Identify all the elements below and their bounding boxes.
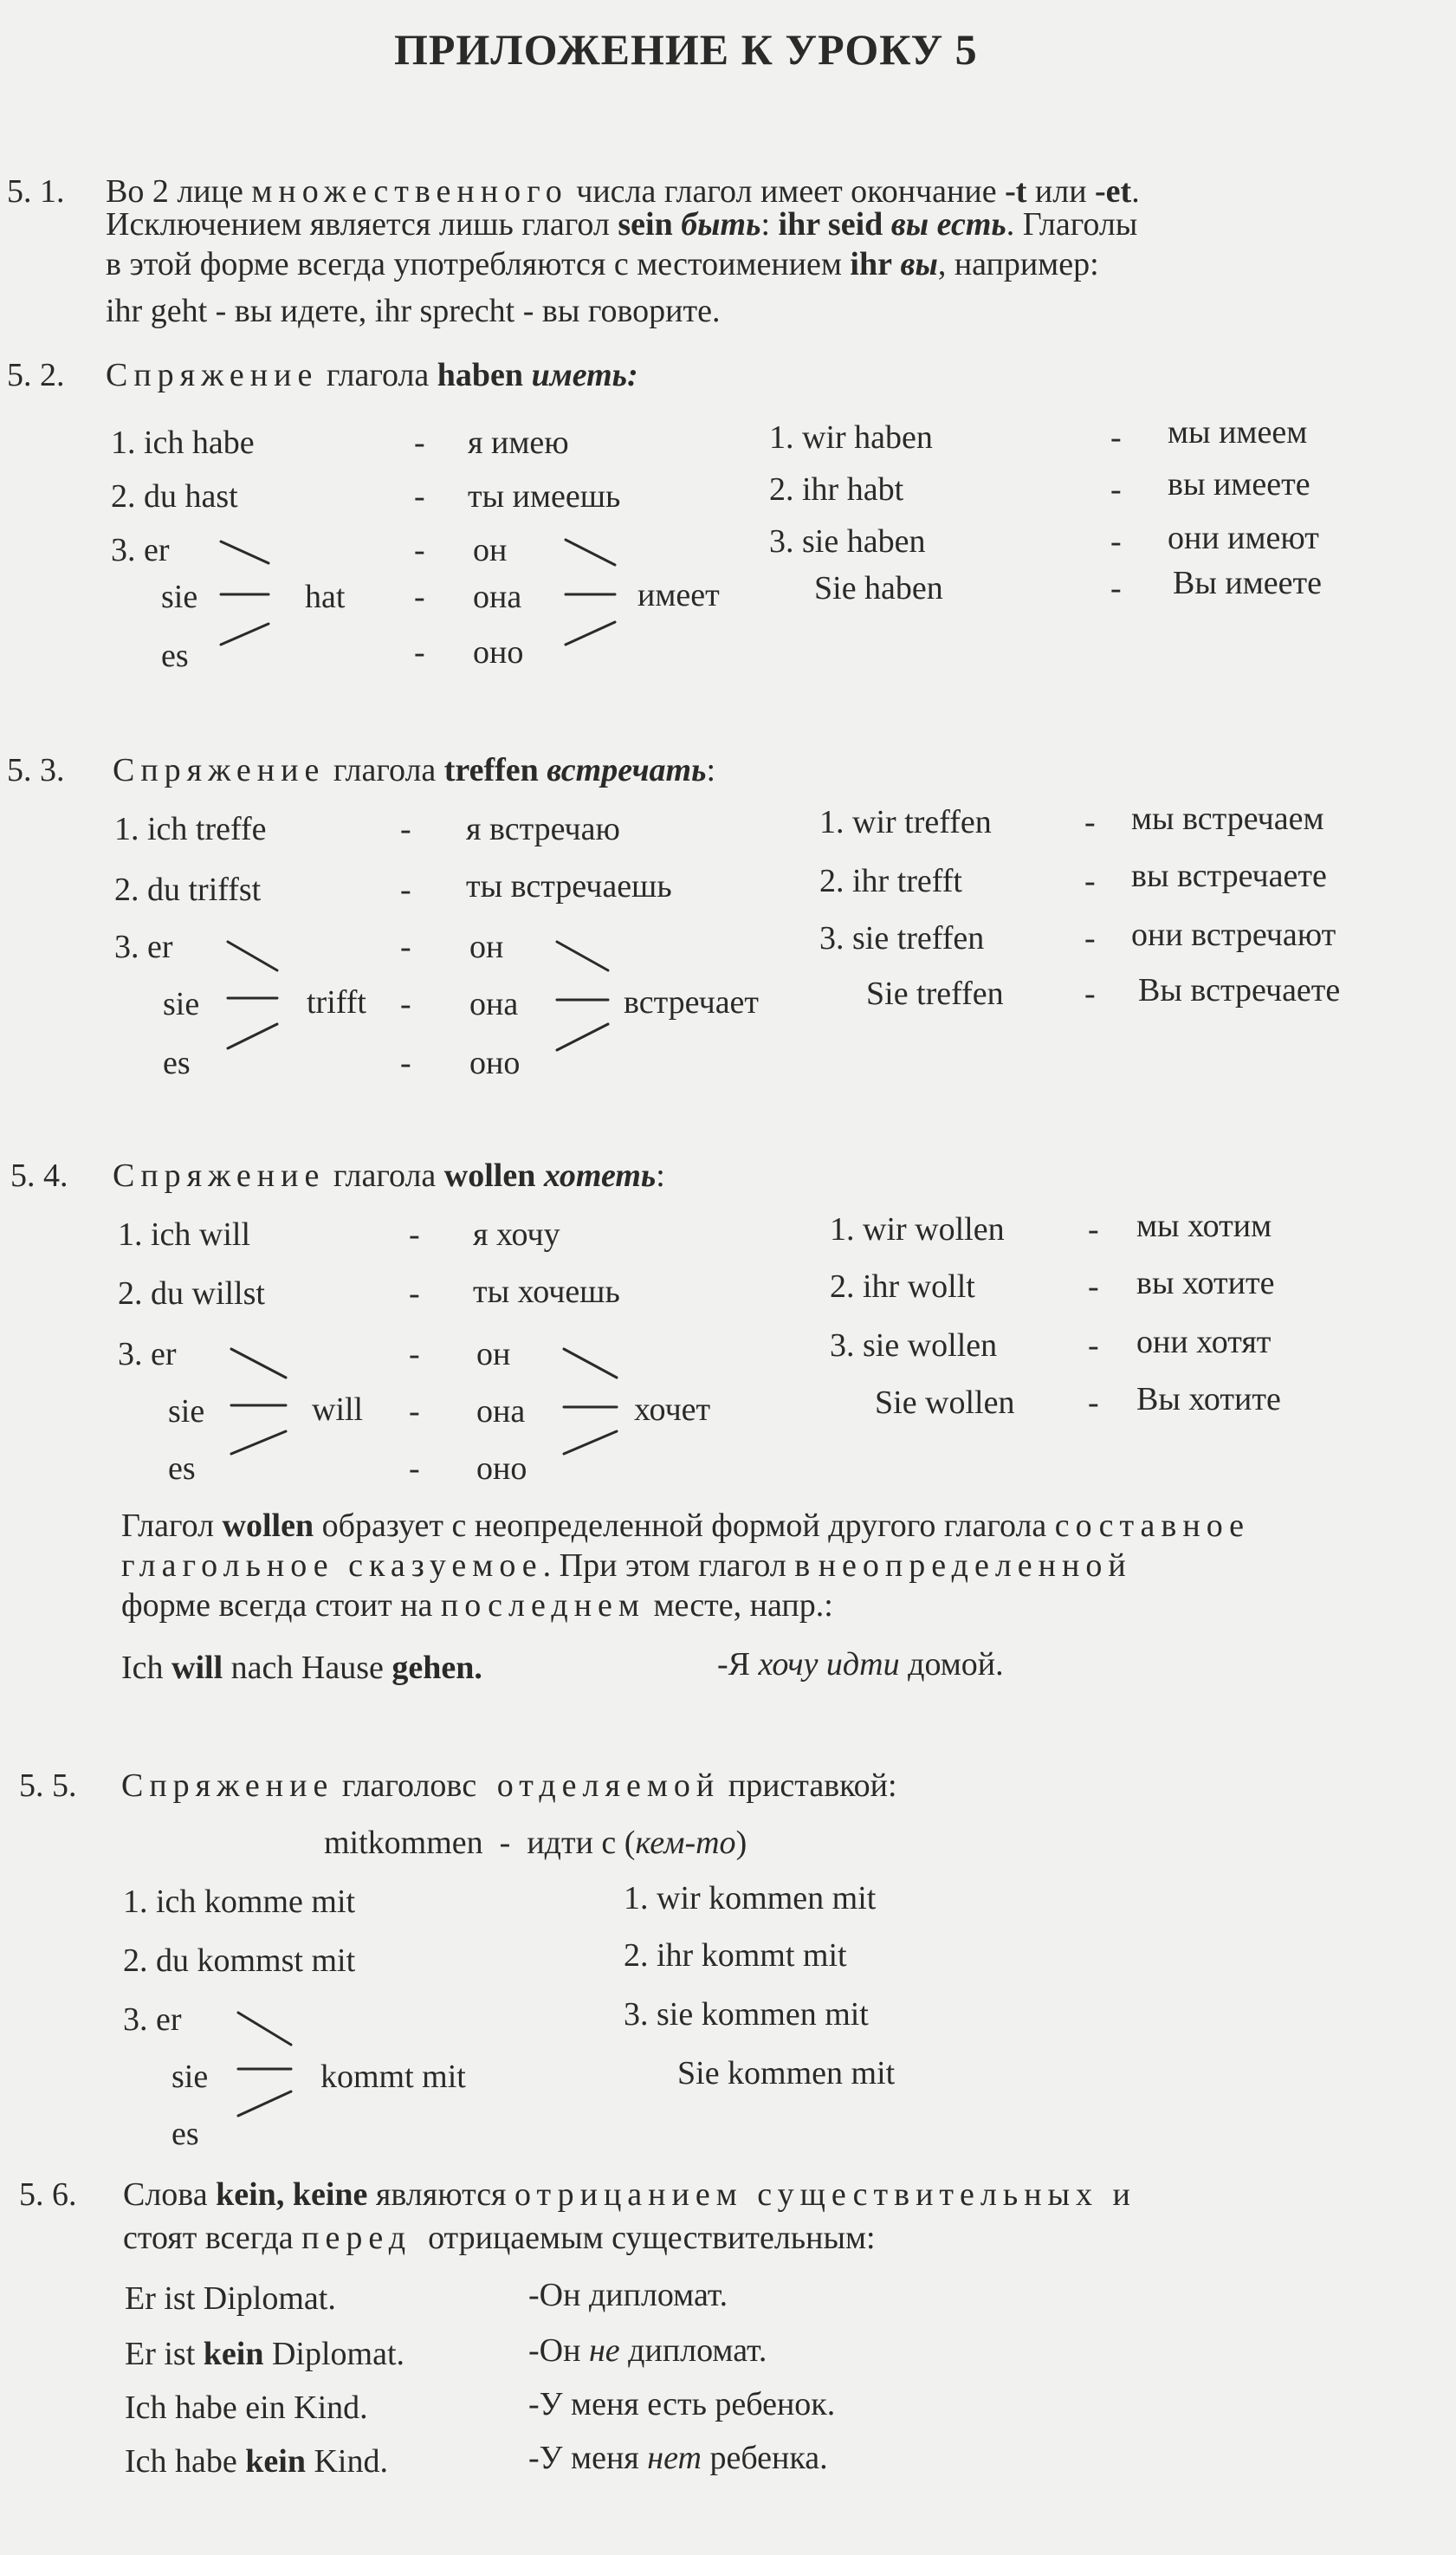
s4-dash-on: -: [409, 1336, 420, 1372]
section-5-4-heading: Спряжение глагола wollen хотеть:: [113, 1158, 665, 1194]
s3-p4-dash: -: [1084, 976, 1096, 1012]
s4-note-line-1: Глагол wollen образует с неопределенной формой другого глагола составное: [121, 1508, 1251, 1544]
s3-left-bracket: [223, 937, 284, 1054]
s4-ona: она: [476, 1393, 526, 1430]
s3-row2-plural-ru: вы встречаете: [1131, 858, 1327, 894]
s2-row1-plural-de: 1. wir haben: [769, 419, 933, 456]
section-5-6-line-1: Слова kein, keine являются отрицанием существительных и: [123, 2176, 1136, 2213]
section-5-3-number: 5. 3.: [7, 752, 65, 788]
s4-row2-plural-de: 2. ihr wollt: [830, 1268, 975, 1305]
section-5-6-line-2: стоят всегда перед отрицаемым существительным:: [123, 2220, 876, 2256]
s5-sie: sie: [171, 2059, 209, 2095]
s6-example-1-de: Er ist Diplomat.: [125, 2280, 336, 2317]
section-5-2-heading: Спряжение глагола haben иметь:: [106, 357, 638, 393]
s2-dash-ona: -: [414, 579, 425, 615]
section-5-6-number: 5. 6.: [19, 2176, 77, 2213]
s3-row2-plural-dash: -: [1084, 863, 1096, 899]
s4-on: он: [476, 1336, 511, 1372]
s4-row1-dash: -: [409, 1216, 420, 1253]
s2-row1-plural-dash: -: [1110, 419, 1122, 456]
s3-es: es: [163, 1045, 191, 1081]
s3-p3-ru: они встречают: [1131, 917, 1336, 953]
s2-row2-plural-dash: -: [1110, 471, 1122, 508]
s4-row1-de: 1. ich will: [118, 1216, 251, 1253]
s2-ono: оно: [473, 634, 524, 671]
s3-row2-ru: ты встречаешь: [466, 868, 672, 905]
s2-dash-on: -: [414, 532, 425, 568]
section-5-1-line-2: Исключением является лишь глагол sein быть: ihr seid вы есть. Глаголы: [106, 206, 1138, 243]
section-5-5-heading: Спряжение глаголовс отделяемой приставкой:: [121, 1767, 897, 1804]
s3-row2-plural-de: 2. ihr trefft: [819, 863, 962, 899]
s4-note-line-2: глагольное сказуемое. При этом глагол в неопределенной: [121, 1547, 1132, 1584]
s6-example-2-ru: -Он не дипломат.: [528, 2332, 767, 2369]
s5-form: kommt mit: [320, 2059, 466, 2095]
s5-left-bracket: [234, 2008, 303, 2121]
s4-row1-plural-dash: -: [1088, 1211, 1099, 1248]
s4-row2-plural-dash: -: [1088, 1268, 1099, 1305]
s4-example-de: Ich will nach Hause gehen.: [121, 1650, 482, 1686]
s3-right-bracket: [553, 937, 613, 1054]
s6-example-4-ru: -У меня нет ребенка.: [528, 2440, 828, 2476]
section-5-3-heading: Спряжение глагола treffen встречать:: [113, 752, 715, 788]
s2-ona: она: [473, 579, 522, 615]
s6-example-2-de: Er ist kein Diplomat.: [125, 2336, 405, 2372]
s4-es: es: [168, 1450, 196, 1487]
s2-row2-plural-ru: вы имеете: [1168, 466, 1310, 503]
s5-plural-3: 3. sie kommen mit: [624, 1996, 869, 2033]
s2-row1-plural-ru: мы имеем: [1168, 414, 1308, 451]
s5-singular-1: 1. ich komme mit: [123, 1884, 356, 1920]
s3-row2-de: 2. du triffst: [114, 872, 262, 908]
s3-ono: оно: [469, 1045, 521, 1081]
s2-row2-de: 2. du hast: [111, 478, 238, 515]
s3-sie: sie: [163, 986, 200, 1022]
s4-row1-ru: я хочу: [473, 1216, 560, 1253]
s4-p4-de: Sie wollen: [875, 1384, 1015, 1421]
section-5-1-number: 5. 1.: [7, 173, 65, 210]
s2-row2-dash: -: [414, 478, 425, 515]
s3-row1-plural-de: 1. wir treffen: [819, 804, 992, 840]
s3-dash-on: -: [400, 929, 411, 965]
s2-p3-de: 3. sie haben: [769, 523, 926, 560]
s3-form: trifft: [307, 984, 366, 1021]
s3-row2-dash: -: [400, 872, 411, 908]
s2-es: es: [161, 638, 189, 674]
s2-form: hat: [305, 579, 346, 615]
s2-right-bracket: [561, 535, 622, 648]
s2-form-ru: имеет: [637, 577, 720, 613]
s4-p4-ru: Вы хотите: [1136, 1381, 1281, 1417]
s4-row2-ru: ты хочешь: [473, 1274, 620, 1310]
s3-row1-plural-ru: мы встречаем: [1131, 801, 1324, 837]
s2-p4-de: Sie haben: [814, 570, 943, 606]
section-5-1-line-1: Во 2 лице множественного числа глагол имеет окончание -t или -et.: [106, 173, 1140, 210]
s4-p3-ru: они хотят: [1136, 1324, 1272, 1360]
s2-row2-plural-de: 2. ihr habt: [769, 471, 904, 508]
s4-note-line-3: форме всегда стоит на последнем месте, напр.:: [121, 1587, 833, 1624]
s5-es: es: [171, 2116, 199, 2152]
s4-row2-de: 2. du willst: [118, 1275, 265, 1312]
s5-er: 3. er: [123, 2001, 182, 2038]
section-5-1-line-3: в этой форме всегда употребляются с местоимением ihr вы, например:: [106, 246, 1099, 282]
s4-sie: sie: [168, 1393, 205, 1430]
s4-row1-plural-de: 1. wir wollen: [830, 1211, 1005, 1248]
s4-row1-plural-ru: мы хотим: [1136, 1208, 1272, 1244]
page-title: ПРИЛОЖЕНИЕ К УРОКУ 5: [394, 25, 978, 74]
s2-row1-dash: -: [414, 425, 425, 461]
s4-p3-de: 3. sie wollen: [830, 1327, 998, 1364]
s2-p4-ru: Вы имеете: [1173, 565, 1322, 601]
s2-left-bracket: [217, 537, 277, 650]
s4-dash-ona: -: [409, 1393, 420, 1430]
s4-form: will: [312, 1391, 364, 1428]
s3-form-ru: встречает: [624, 984, 760, 1021]
s2-sie: sie: [161, 579, 198, 615]
s5-plural-1: 1. wir kommen mit: [624, 1880, 877, 1916]
s6-example-3-ru: -У меня есть ребенок.: [528, 2386, 836, 2422]
s2-p3-ru: они имеют: [1168, 520, 1319, 556]
section-5-2-number: 5. 2.: [7, 357, 65, 393]
s3-er: 3. er: [114, 929, 173, 965]
s4-er: 3. er: [118, 1336, 177, 1372]
s5-singular-2: 2. du kommst mit: [123, 1942, 356, 1979]
s3-p4-de: Sie treffen: [866, 976, 1004, 1012]
s3-p4-ru: Вы встречаете: [1138, 972, 1341, 1008]
s2-er: 3. er: [111, 532, 170, 568]
s3-dash-ona: -: [400, 986, 411, 1022]
section-5-5-number: 5. 5.: [19, 1767, 77, 1804]
s3-p3-de: 3. sie treffen: [819, 920, 985, 957]
s5-verb-line: mitkommen - идти с (кем-то): [324, 1825, 747, 1861]
s4-dash-ono: -: [409, 1450, 420, 1487]
s6-example-3-de: Ich habe ein Kind.: [125, 2390, 368, 2426]
s4-row2-plural-ru: вы хотите: [1136, 1265, 1275, 1301]
s2-p4-dash: -: [1110, 570, 1122, 606]
section-5-1-line-4: ihr geht - вы идете, ihr sprecht - вы говорите.: [106, 293, 721, 329]
s5-plural-4: Sie kommen mit: [677, 2055, 896, 2091]
s6-example-4-de: Ich habe kein Kind.: [125, 2443, 388, 2480]
s4-example-ru: -Я хочу идти домой.: [717, 1646, 1004, 1683]
s4-ono: оно: [476, 1450, 527, 1487]
s3-p3-dash: -: [1084, 920, 1096, 957]
s4-p4-dash: -: [1088, 1384, 1099, 1421]
s2-dash-ono: -: [414, 634, 425, 671]
s3-ona: она: [469, 986, 519, 1022]
s4-row2-dash: -: [409, 1275, 420, 1312]
s4-p3-dash: -: [1088, 1327, 1099, 1364]
s4-right-bracket: [560, 1345, 629, 1457]
s3-row1-dash: -: [400, 811, 411, 847]
s4-left-bracket: [227, 1345, 296, 1457]
s3-row1-de: 1. ich treffe: [114, 811, 267, 847]
s5-plural-2: 2. ihr kommt mit: [624, 1937, 847, 1974]
s2-row2-ru: ты имеешь: [468, 478, 621, 515]
section-5-4-number: 5. 4.: [10, 1158, 68, 1194]
s3-row1-plural-dash: -: [1084, 804, 1096, 840]
s2-row1-de: 1. ich habe: [111, 425, 255, 461]
s3-on: он: [469, 929, 504, 965]
s6-example-1-ru: -Он дипломат.: [528, 2277, 728, 2313]
s4-form-ru: хочет: [634, 1391, 711, 1428]
s2-on: он: [473, 532, 508, 568]
s2-p3-dash: -: [1110, 523, 1122, 560]
s3-row1-ru: я встречаю: [466, 811, 620, 847]
s2-row1-ru: я имею: [468, 425, 569, 461]
s3-dash-ono: -: [400, 1045, 411, 1081]
